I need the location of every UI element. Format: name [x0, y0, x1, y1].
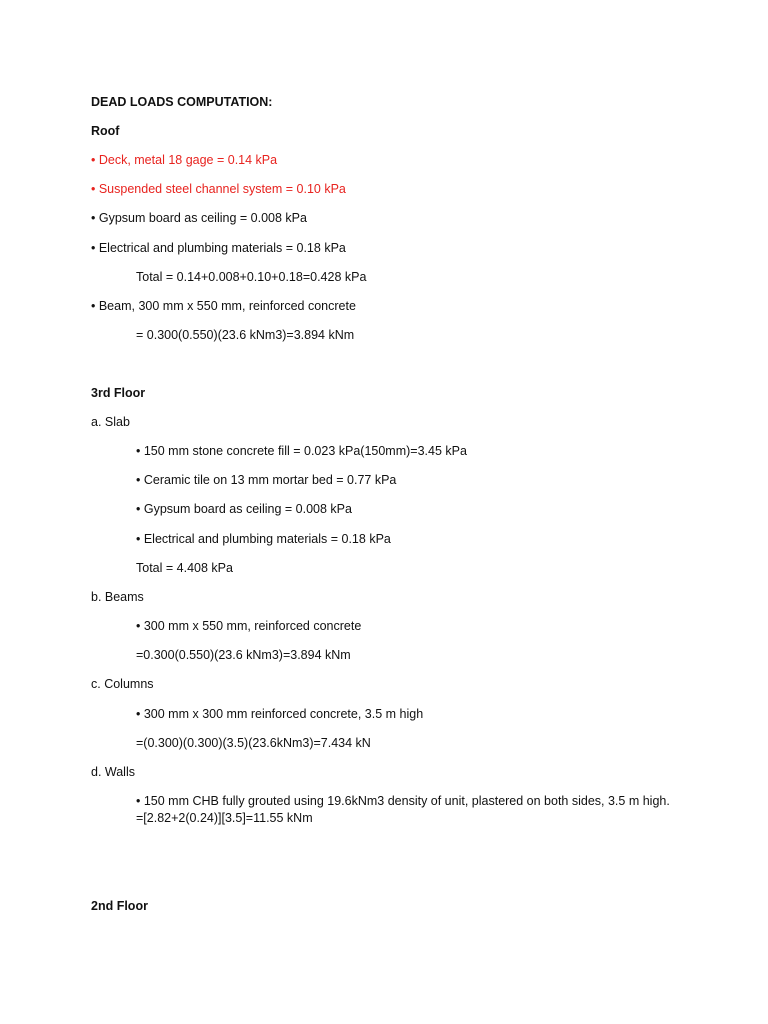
- roof-item-gypsum: • Gypsum board as ceiling = 0.008 kPa: [91, 211, 307, 225]
- beams-item: • 300 mm x 550 mm, reinforced concrete: [136, 619, 362, 633]
- section-title-2nd-floor: 2nd Floor: [91, 899, 148, 913]
- beams-calc: =0.300(0.550)(23.6 kNm3)=3.894 kNm: [136, 648, 351, 662]
- roof-item-electrical: • Electrical and plumbing materials = 0.18 kPa: [91, 241, 346, 255]
- roof-beam: • Beam, 300 mm x 550 mm, reinforced concrete: [91, 299, 356, 313]
- roof-total: Total = 0.14+0.008+0.10+0.18=0.428 kPa: [136, 270, 367, 284]
- walls-calc: =[2.82+2(0.24)][3.5]=11.55 kNm: [136, 811, 313, 825]
- slab-item-concrete-fill: • 150 mm stone concrete fill = 0.023 kPa(150mm)=3.45 kPa: [136, 444, 467, 458]
- slab-item-electrical: • Electrical and plumbing materials = 0.18 kPa: [136, 532, 391, 546]
- columns-item: • 300 mm x 300 mm reinforced concrete, 3.5 m high: [136, 707, 424, 721]
- slab-label: a. Slab: [91, 415, 130, 429]
- doc-heading: DEAD LOADS COMPUTATION:: [91, 95, 273, 109]
- roof-item-steel-channel: • Suspended steel channel system = 0.10 kPa: [91, 182, 346, 196]
- walls-item: • 150 mm CHB fully grouted using 19.6kNm3 density of unit, plastered on both sides, 3.5 m high.: [136, 794, 670, 808]
- roof-item-deck: • Deck, metal 18 gage = 0.14 kPa: [91, 153, 278, 167]
- columns-label: c. Columns: [91, 677, 154, 691]
- roof-beam-calc: = 0.300(0.550)(23.6 kNm3)=3.894 kNm: [136, 328, 355, 342]
- columns-calc: =(0.300)(0.300)(3.5)(23.6kNm3)=7.434 kN: [136, 736, 371, 750]
- slab-item-ceramic-tile: • Ceramic tile on 13 mm mortar bed = 0.77 kPa: [136, 473, 397, 487]
- slab-total: Total = 4.408 kPa: [136, 561, 233, 575]
- section-title-roof: Roof: [91, 124, 120, 138]
- slab-item-gypsum: • Gypsum board as ceiling = 0.008 kPa: [136, 502, 352, 516]
- section-title-3rd-floor: 3rd Floor: [91, 386, 146, 400]
- beams-label: b. Beams: [91, 590, 144, 604]
- walls-label: d. Walls: [91, 765, 135, 779]
